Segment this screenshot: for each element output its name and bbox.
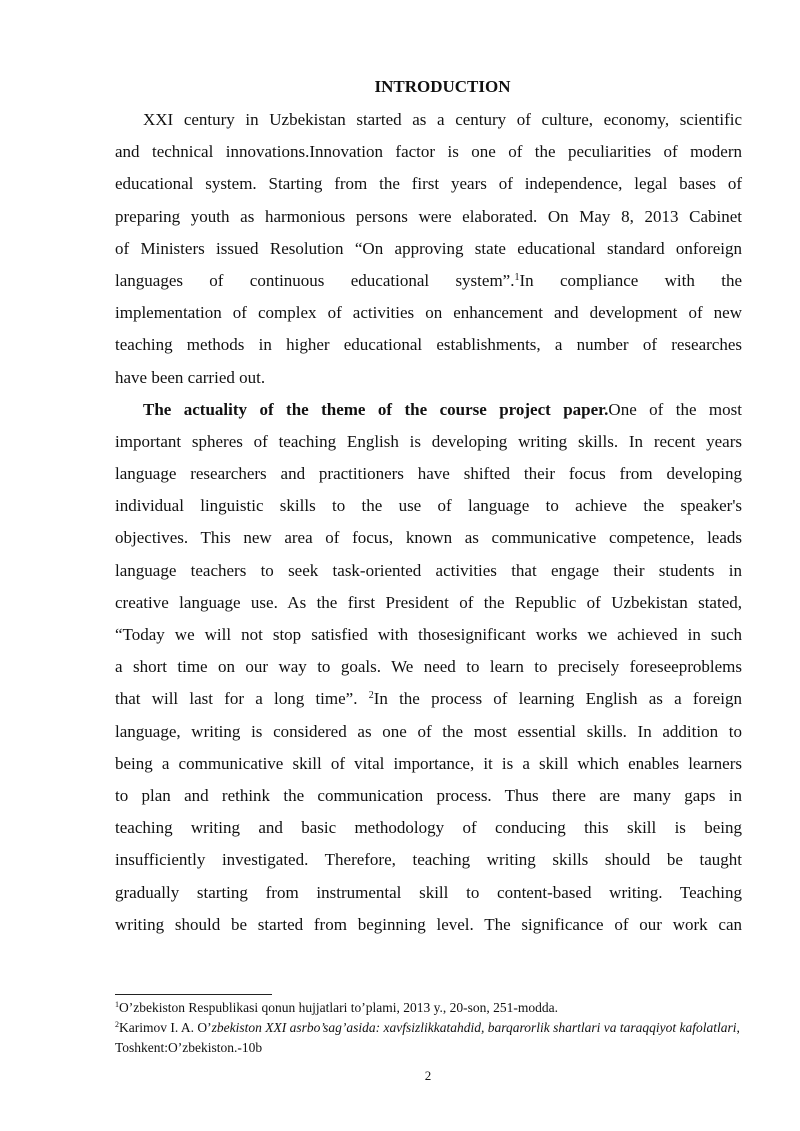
paragraph-2-line: gradually starting from instrumental skill to content-based writing. Teaching — [115, 882, 742, 902]
paragraph-2-line: creative language use. As the first President of the Republic of Uzbekistan stated, — [115, 592, 742, 612]
paragraph-1-line: of Ministers issued Resolution “On approving state educational standard onforeign — [115, 238, 742, 258]
footnote-1-text: O’zbekiston Respublikasi qonun hujjatlari to’plami, 2013 y., 20-son, 251-modda. — [119, 1000, 558, 1015]
paragraph-2-line: writing should be started from beginning level. The significance of our work can — [115, 914, 742, 934]
paragraph-2-line: language researchers and practitioners have shifted their focus from developing — [115, 464, 742, 484]
footnote-2 — [115, 1018, 742, 1058]
paragraph-2-text: One of the most — [608, 399, 742, 419]
footnote-ref-2: 2 — [368, 690, 374, 702]
paragraph-2-line: teaching writing and basic methodology of conducing this skill is being — [115, 818, 742, 838]
paragraph-2-line: to plan and rethink the communication process. Thus there are many gaps in — [115, 785, 742, 805]
footnotes — [115, 998, 742, 1058]
paragraph-2-line: a short time on our way to goals. We need to learn to precisely foreseeproblems — [115, 657, 742, 677]
paragraph-1-line: teaching methods in higher educational establishments, a number of researches — [115, 335, 742, 355]
footnote-2-text: , Toshkent:O’zbekiston.-10b — [115, 1020, 740, 1055]
paragraph-2-line: insufficiently investigated. Therefore, teaching writing skills should be taught — [115, 850, 742, 870]
footnote-ref-1: 1 — [514, 271, 520, 283]
paragraph-2-line: objectives. This new area of focus, known as communicative competence, leads — [115, 528, 742, 548]
paragraph-2-line: important spheres of teaching English is developing writing skills. In recent years — [115, 431, 742, 451]
paragraph-2-line-footnote-ref — [115, 683, 742, 715]
paragraph-1-text: languages of continuous educational system”. — [115, 270, 515, 290]
paragraph-2-line: language, writing is considered as one of the most essential skills. In addition to — [115, 721, 742, 741]
paragraph-2-line: being a communicative skill of vital importance, it is a skill which enables learners — [115, 753, 742, 773]
paragraph-1-line: have been carried out. — [115, 367, 266, 387]
paragraph-1-line: preparing youth as harmonious persons were elaborated. On May 8, 2013 Cabinet — [115, 206, 742, 226]
paragraph-2-first-line — [115, 394, 742, 426]
paragraph-2-text: that will last for a long time”. — [115, 689, 369, 709]
footnote-separator — [115, 994, 272, 995]
footnote-2-text: Karimov I. A. O’ — [119, 1020, 212, 1035]
footnote-1-number: 1 — [115, 1000, 119, 1009]
section-heading: INTRODUCTION — [374, 77, 511, 96]
paragraph-1-line: implementation of complex of activities on enhancement and development of new — [115, 303, 742, 323]
paragraph-2-line: language teachers to seek task-oriented activities that engage their students in — [115, 560, 742, 580]
paragraph-2-text: In the process of learning English as a foreign — [373, 689, 742, 709]
footnote-2-title: zbekiston XXI asrbo’sag’asida: xavfsizlikkatahdid, barqarorlik shartlari va taraqqiyot kafolatlari — [211, 1020, 737, 1035]
page-number: 2 — [424, 1068, 432, 1083]
paragraph-1-line: XXI century in Uzbekistan started as a century of culture, economy, scientific — [143, 110, 742, 129]
footnote-1 — [115, 998, 742, 1018]
paragraph-1-text: In compliance with the — [519, 270, 742, 290]
paragraph-2-bold-lead: The actuality of the theme of the course project paper. — [143, 399, 609, 419]
paragraph-2-line: “Today we will not stop satisfied with thosesignificant works we achieved in such — [115, 625, 742, 644]
paragraph-1-line-footnote-ref — [115, 265, 742, 297]
paragraph-2-line: individual linguistic skills to the use of language to achieve the speaker's — [115, 496, 742, 516]
footnote-2-number: 2 — [115, 1020, 119, 1029]
paragraph-1-line: and technical innovations.Innovation factor is one of the peculiarities of modern — [115, 142, 742, 162]
paragraph-1-line: educational system. Starting from the first years of independence, legal bases of — [115, 174, 742, 194]
body-text — [115, 104, 742, 941]
